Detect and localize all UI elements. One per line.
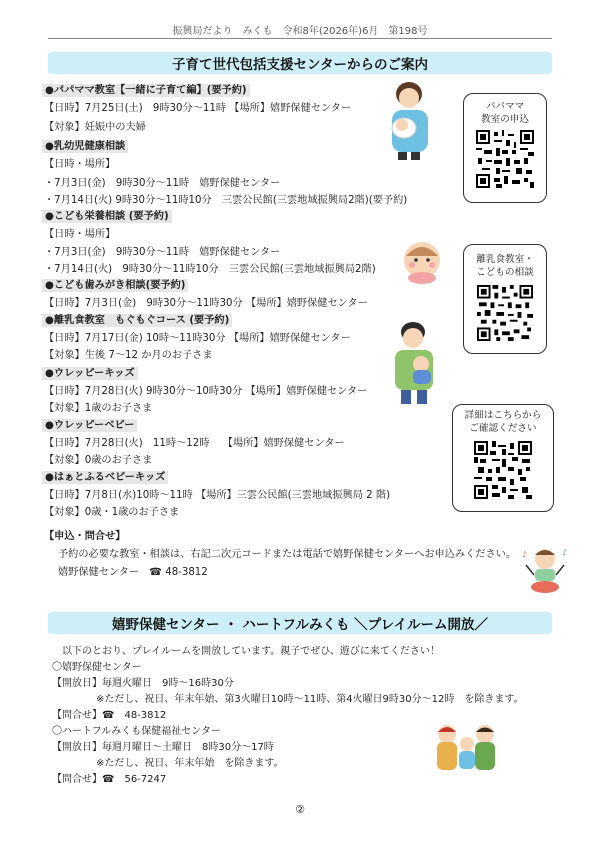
center2-phone[interactable]: 【問合せ】☎ 56-7247 (52, 774, 167, 785)
center2-open-days: 【開放日】毎週月曜日～土曜日 8時30分～17時 (52, 742, 274, 753)
ureppy-baby-heading: ●ウレッピーベビー (42, 419, 137, 432)
heartful-baby-datetime: 【日時】7月8日(水)10時～11時 【場所】三雲公民館(三雲地域振興局 2 階) (44, 490, 391, 501)
qr-card-papa-mama (463, 93, 547, 203)
qr-label-line2: ご確認ください (469, 423, 537, 434)
center2-note: ※ただし、祝日、年末年始 を除きます。 (96, 758, 284, 769)
ureppy-kids-heading: ●ウレッピーキッズ (42, 367, 138, 380)
baby-food-datetime: 【日時】7月17日(金) 10時～11時30分 【場所】嬉野保健センター (44, 333, 351, 344)
ureppy-kids-datetime: 【日時】7月28日(火) 9時30分～10時30分 【場所】嬉野保健センター (44, 386, 368, 397)
father-holding-baby-illustration (385, 320, 445, 406)
section-banner-childcare: 子育て世代包括支援センターからのご案内 (48, 52, 552, 74)
ureppy-baby-target: 【対象】0歳のお子さま (44, 455, 153, 466)
qr-label-line1: パパママ (485, 101, 525, 112)
newsletter-header: 振興局だより みくも 令和8年(2026年)6月 第198号 (172, 26, 428, 37)
playroom-intro: 以下のとおり、プレイルームを開放しています。親子でぜひ、遊びに来てください！ (62, 646, 440, 657)
heartful-baby-heading: ●はぁとふるベビーキッズ (42, 471, 168, 484)
papa-mama-class-heading: ●パパママ教室【一緒に子育て編】(要予約) (42, 84, 250, 97)
qr-label-line2: 教室の申込 (481, 114, 529, 125)
qr-code-icon[interactable] (477, 285, 533, 341)
baby-face-illustration (400, 238, 444, 284)
section-banner-playroom: 嬉野保健センター ・ ハートフルみくも ＼プレイルーム開放／ (48, 612, 552, 634)
baby-food-heading: ●離乳食教室 もぐもぐコース (要予約) (42, 314, 232, 327)
nutrition-heading: ●こども栄養相談 (要予約) (42, 210, 172, 223)
baby-food-target: 【対象】生後 7～12 か月のお子さま (44, 350, 213, 361)
apply-instructions: 予約の必要な教室・相談は、右記二次元コードまたは電話で嬉野保健センターへお申込みください。 (58, 549, 517, 560)
page-number: ② (295, 803, 305, 816)
infant-health-line2: ・7月14日(火) 9時30分～11時10分 三雲公民館(三雲地域振興局2階)(要予約) (44, 195, 408, 206)
tooth-brushing-datetime: 【日時】7月3日(金) 9時30分～11時30分 【場所】嬉野保健センター (44, 298, 368, 309)
infant-health-heading: ●乳幼児健康相談 (42, 140, 128, 153)
qr-card-baby-food (463, 244, 547, 354)
apply-heading: 【申込・問合せ】 (44, 531, 126, 542)
svg-text:♪: ♪ (522, 550, 528, 559)
infant-health-label: 【日時・場所】 (44, 159, 116, 170)
qr-label-line1: 離乳食教室・ (476, 254, 534, 265)
center2-name: 〇ハートフルみくも保健福祉センター (52, 726, 221, 737)
qr-card-details (452, 404, 554, 512)
header-divider (48, 38, 552, 39)
center1-name: 〇嬉野保健センター (52, 662, 142, 673)
apply-contact-phone[interactable]: 嬉野保健センター ☎ 48-3812 (58, 567, 208, 578)
qr-label-line2: こどもの相談 (476, 267, 534, 278)
qr-code-icon[interactable] (474, 441, 532, 499)
ureppy-kids-target: 【対象】1歳のお子さま (44, 403, 153, 414)
nutrition-line2: ・7月14日(火) 9時30分～11時10分 三雲公民館(三雲地域振興局2階) (44, 264, 376, 275)
qr-label-line1: 詳細はこちらから (464, 410, 542, 421)
infant-health-line1: ・7月3日(金) 9時30分～11時 嬉野保健センター (44, 178, 281, 189)
family-illustration (433, 720, 497, 776)
nutrition-label: 【日時・場所】 (44, 229, 116, 240)
center1-open-days: 【開放日】毎週火曜日 9時～16時30分 (52, 678, 234, 689)
nutrition-line1: ・7月3日(金) 9時30分～11時 嬉野保健センター (44, 247, 281, 258)
center1-phone[interactable]: 【問合せ】☎ 48-3812 (52, 710, 167, 721)
tooth-brushing-heading: ●こども歯みがき相談(要予約) (42, 279, 188, 292)
svg-text:♪: ♪ (562, 548, 568, 557)
mother-holding-baby-illustration (380, 80, 438, 162)
heartful-baby-target: 【対象】0歳・1歳のお子さま (44, 507, 180, 518)
center1-note: ※ただし、祝日、年末年始、第3火曜日10時～11時、第4火曜日9時30分～12時 を除きます。 (96, 694, 524, 705)
qr-code-icon[interactable] (476, 130, 534, 188)
papa-mama-datetime: 【日時】7月25日(土) 9時30分～11時 【場所】嬉野保健センター (44, 103, 352, 114)
child-drum-illustration (520, 545, 570, 597)
papa-mama-target: 【対象】妊娠中の夫婦 (44, 122, 146, 133)
ureppy-baby-datetime: 【日時】7月28日(火) 11時～12時 【場所】嬉野保健センター (44, 438, 345, 449)
